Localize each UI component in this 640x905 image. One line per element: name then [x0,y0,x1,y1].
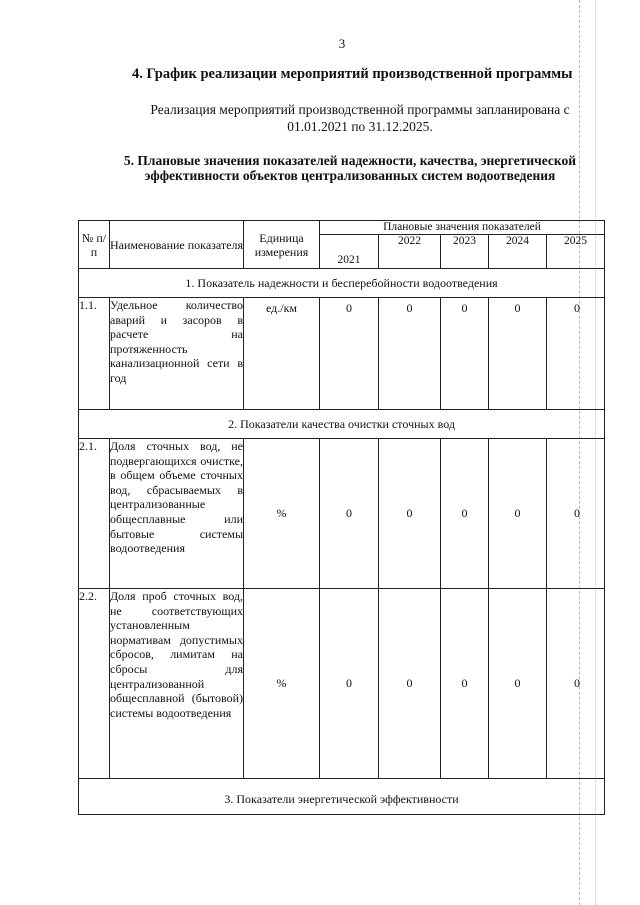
row-value-2021: 0 [320,589,379,779]
row-name: Удельное количество аварий и засоров в расчете на протяженность канализационной сети в год [110,298,244,410]
row-name: Доля сточных вод, не подвергающихся очистке, в общем объеме сточных вод, сбрасываемых в централизованные общесплавные или бытовые системы водоотведения [110,439,244,589]
year-2022: 2022 [379,235,441,269]
row-num: 1.1. [79,298,110,410]
header-name: Наименование показателя [110,221,244,269]
indicators-table [78,220,605,815]
row-value-2024: 0 [489,298,547,410]
section-title-1: 1. Показатель надежности и бесперебойности водоотведения [79,269,605,298]
row-value-2021: 0 [320,439,379,589]
page-number: 3 [338,36,346,51]
row-unit: ед./км [244,298,320,410]
row-name: Доля проб сточных вод, не соответствующих установленным нормативам допустимых сбросов, лимитам на сбросы для централизованной общесплавной (бытовой) системы водоотведения [110,589,244,779]
section-title-3: 3. Показатели энергетической эффективности [79,779,605,815]
header-num: № п/п [79,221,110,269]
row-value-2024: 0 [489,589,547,779]
year-2024: 2024 [489,235,547,269]
section-heading-5: 5. Плановые значения показателей надежности, качества, энергетической эффективности объектов централизованных систем водоотведения [123,153,577,183]
year-2021: 2021 [320,235,379,269]
row-value-2025: 0 [547,439,605,589]
row-value-2024: 0 [489,439,547,589]
row-value-2023: 0 [441,589,489,779]
row-value-2022: 0 [379,439,441,589]
year-2023: 2023 [441,235,489,269]
row-value-2021: 0 [320,298,379,410]
row-value-2023: 0 [441,298,489,410]
year-2025: 2025 [547,235,605,269]
row-unit: % [244,439,320,589]
row-value-2025: 0 [547,589,605,779]
intro-text: Реализация мероприятий производственной программы запланирована с 01.01.2021 по 31.12.2025. [150,102,570,134]
header-plan: Плановые значения показателей [320,221,605,235]
header-unit: Единица измерения [244,221,320,269]
row-num: 2.1. [79,439,110,589]
row-value-2022: 0 [379,298,441,410]
row-value-2023: 0 [441,439,489,589]
row-value-2025: 0 [547,298,605,410]
section-heading-4: 4. График реализации мероприятий производственной программы [132,66,573,82]
row-unit: % [244,589,320,779]
row-num: 2.2. [79,589,110,779]
section-title-2: 2. Показатели качества очистки сточных вод [79,410,605,439]
row-value-2022: 0 [379,589,441,779]
